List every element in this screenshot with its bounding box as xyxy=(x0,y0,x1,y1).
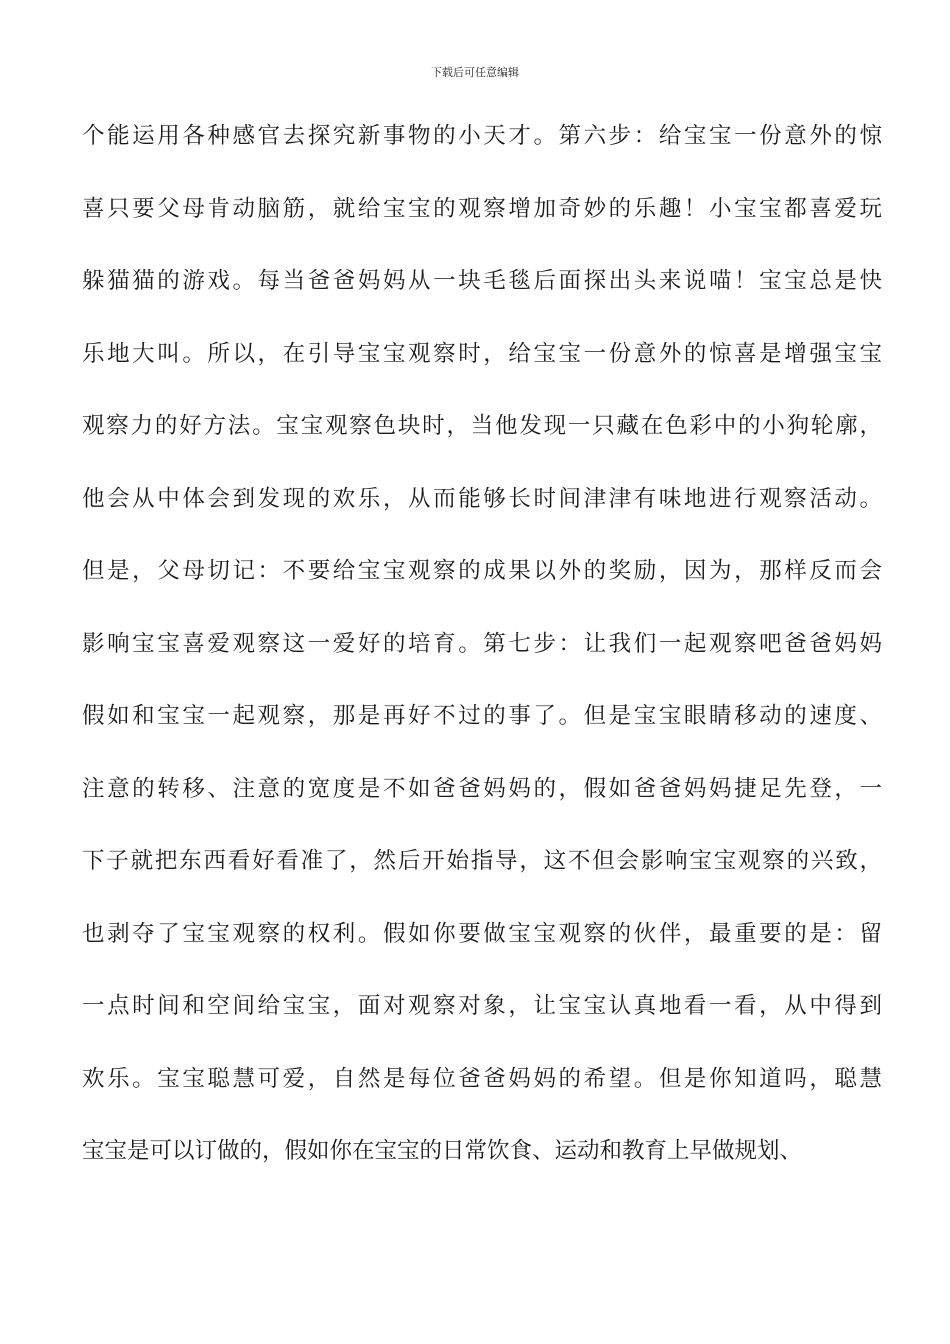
text-line: 他会从中体会到发现的欢乐，从而能够长时间津津有味地进行观察活动。 xyxy=(82,485,882,512)
body-text xyxy=(82,116,882,1204)
text-line: 宝宝是可以订做的，假如你在宝宝的日常饮食、运动和教育上早做规划、 xyxy=(82,1138,803,1164)
text-line: 下子就把东西看好看准了，然后开始指导，这不但会影响宝宝观察的兴致， xyxy=(82,848,882,874)
text-line: 躲猫猫的游戏。每当爸爸妈妈从一块毛毯后面探出头来说喵！宝宝总是快 xyxy=(82,268,882,294)
text-line: 注意的转移、注意的宽度是不如爸爸妈妈的，假如爸爸妈妈捷足先登，一 xyxy=(82,775,882,802)
text-line: 欢乐。宝宝聪慧可爱，自然是每位爸爸妈妈的希望。但是你知道吗，聪慧 xyxy=(82,1065,882,1092)
text-line: 一点时间和空间给宝宝，面对观察对象，让宝宝认真地看一看，从中得到 xyxy=(82,993,882,1019)
text-line: 个能运用各种感官去探究新事物的小天才。第六步：给宝宝一份意外的惊 xyxy=(82,123,882,149)
text-line: 影响宝宝喜爱观察这一爱好的培育。第七步：让我们一起观察吧爸爸妈妈 xyxy=(82,630,882,657)
page-header: 下载后可任意编辑 xyxy=(431,66,519,79)
text-line: 喜只要父母肯动脑筋，就给宝宝的观察增加奇妙的乐趣！小宝宝都喜爱玩 xyxy=(82,195,882,222)
text-line: 但是，父母切记：不要给宝宝观察的成果以外的奖励，因为，那样反而会 xyxy=(82,558,882,584)
text-line: 也剥夺了宝宝观察的权利。假如你要做宝宝观察的伙伴，最重要的是：留 xyxy=(82,920,882,947)
text-line: 乐地大叫。所以，在引导宝宝观察时，给宝宝一份意外的惊喜是增强宝宝 xyxy=(82,340,882,367)
text-line: 假如和宝宝一起观察，那是再好不过的事了。但是宝宝眼睛移动的速度、 xyxy=(82,703,882,729)
text-line: 观察力的好方法。宝宝观察色块时，当他发现一只藏在色彩中的小狗轮廓， xyxy=(82,413,882,439)
